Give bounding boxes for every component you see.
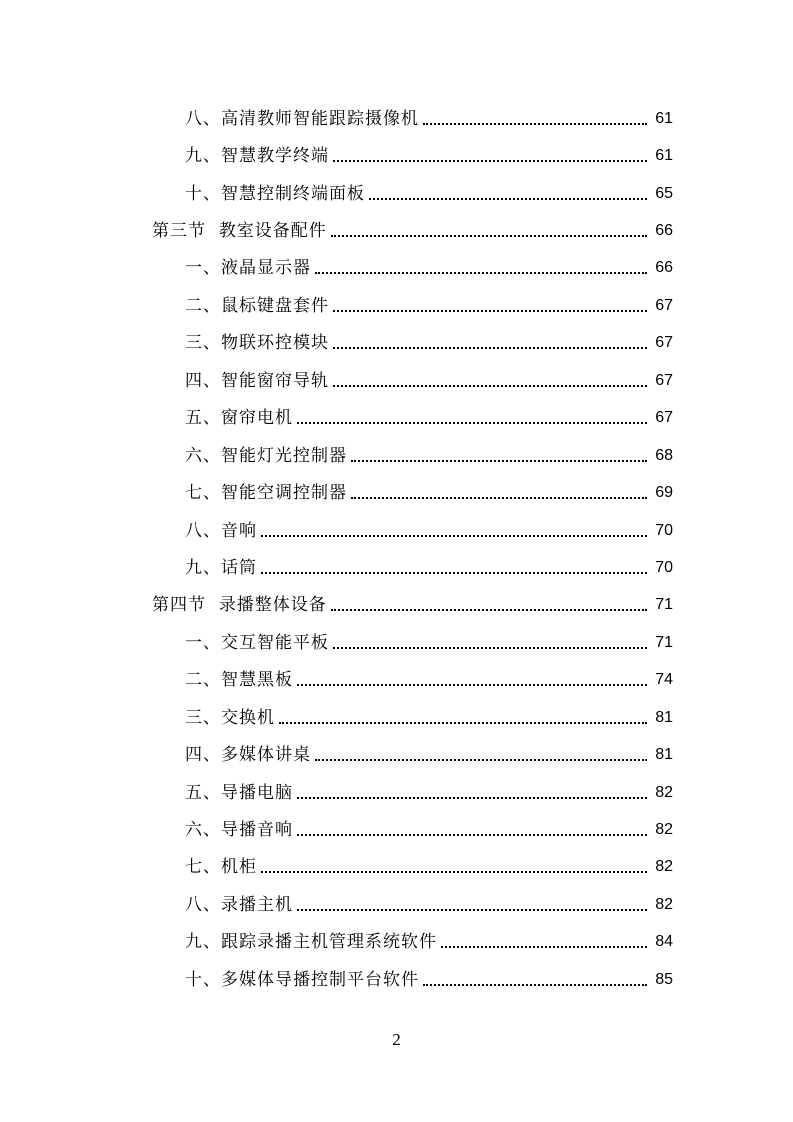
toc-entry-number: 一、 [185,632,221,653]
toc-entry-page: 61 [655,147,673,165]
toc-entry-title: 录播整体设备 [218,595,327,616]
toc-entry-page: 84 [655,933,673,951]
toc-entry[interactable] [0,287,793,324]
toc-entry-title: 交换机 [221,707,275,728]
toc-entry-title: 智慧黑板 [221,670,293,691]
toc-entry-number: 第四节 [152,595,219,616]
toc-entry-number: 第三节 [152,221,219,242]
dot-leader [423,109,647,129]
toc-entry-title: 智能空调控制器 [221,483,347,504]
toc-entry[interactable] [0,811,793,848]
toc-section-entry[interactable] [0,587,793,624]
toc-entry-title: 智慧控制终端面板 [221,183,365,204]
dot-leader [351,446,647,466]
toc-entry[interactable] [0,512,793,549]
toc-entry-title: 高清教师智能跟踪摄像机 [221,108,419,129]
toc-entry[interactable] [0,250,793,287]
toc-entry-page: 68 [655,446,673,464]
toc-entry-title: 智能灯光控制器 [221,445,347,466]
dot-leader [331,221,647,241]
toc-entry-number: 一、 [185,258,221,279]
toc-entry[interactable] [0,137,793,174]
toc-entry-title: 导播电脑 [221,782,293,803]
toc-entry[interactable] [0,549,793,586]
dot-leader [331,595,647,615]
dot-leader [423,970,647,990]
toc-entry[interactable] [0,886,793,923]
toc-entry-number: 三、 [185,707,221,728]
toc-entry-title: 智能窗帘导轨 [221,370,329,391]
dot-leader [351,483,647,503]
toc-entry-title: 教室设备配件 [218,221,327,242]
toc-entry-page: 67 [655,334,673,352]
dot-leader [297,783,647,803]
dot-leader [333,146,647,166]
toc-entry-page: 74 [655,671,673,689]
dot-leader [297,820,647,840]
toc-entry-page: 70 [655,521,673,539]
toc-entry-title: 多媒体讲桌 [221,745,311,766]
dot-leader [297,670,647,690]
dot-leader [261,521,647,541]
toc-entry-page: 82 [655,783,673,801]
toc-entry-number: 五、 [185,782,221,803]
toc-entry-page: 66 [655,222,673,240]
toc-entry-title: 液晶显示器 [221,258,311,279]
toc-entry-page: 71 [655,633,673,651]
page-number: 2 [392,1030,401,1049]
toc-entry-number: 二、 [185,670,221,691]
toc-entry-page: 70 [655,558,673,576]
toc-entry-title: 机柜 [221,857,257,878]
toc-entry-title: 音响 [221,520,257,541]
toc-entry-number: 八、 [185,894,221,915]
toc-entry-number: 四、 [185,745,221,766]
toc-entry-page: 81 [655,746,673,764]
toc-entry-title: 话筒 [221,557,257,578]
toc-entry-page: 71 [655,596,673,614]
toc-entry[interactable] [0,400,793,437]
toc-entry-title: 智慧教学终端 [221,146,329,167]
toc-entry-title: 导播音响 [221,820,293,841]
toc-entry[interactable] [0,699,793,736]
dot-leader [333,296,647,316]
toc-entry[interactable] [0,624,793,661]
dot-leader [261,558,647,578]
toc-entry-number: 六、 [185,445,221,466]
toc-entry[interactable] [0,474,793,511]
toc-entry-title: 鼠标键盘套件 [221,295,329,316]
toc-entry[interactable] [0,849,793,886]
toc-entry-page: 85 [655,970,673,988]
toc-entry-number: 九、 [185,932,221,953]
toc-section-entry[interactable] [0,212,793,249]
toc-entry-number: 九、 [185,146,221,167]
toc-entry-number: 三、 [185,333,221,354]
toc-entry-number: 十、 [185,183,221,204]
dot-leader [333,333,647,353]
table-of-contents [0,100,793,999]
toc-entry-page: 67 [655,409,673,427]
dot-leader [333,371,647,391]
toc-entry-page: 66 [655,259,673,277]
toc-entry-title: 多媒体导播控制平台软件 [221,969,419,990]
toc-entry[interactable] [0,662,793,699]
dot-leader [333,633,647,653]
dot-leader [369,184,647,204]
toc-entry-number: 八、 [185,108,221,129]
toc-entry[interactable] [0,362,793,399]
dot-leader [261,857,647,877]
toc-entry[interactable] [0,961,793,998]
dot-leader [297,408,647,428]
toc-entry-title: 物联环控模块 [221,333,329,354]
toc-entry-number: 七、 [185,857,221,878]
toc-entry[interactable] [0,774,793,811]
toc-entry-title: 录播主机 [221,894,293,915]
toc-entry-title: 跟踪录播主机管理系统软件 [221,932,437,953]
toc-entry-number: 七、 [185,483,221,504]
toc-entry[interactable] [0,325,793,362]
toc-entry-number: 六、 [185,820,221,841]
toc-entry-number: 八、 [185,520,221,541]
toc-entry-page: 82 [655,821,673,839]
dot-leader [441,932,647,952]
toc-entry-title: 交互智能平板 [221,632,329,653]
toc-entry-page: 81 [655,708,673,726]
dot-leader [315,745,647,765]
toc-entry[interactable] [0,437,793,474]
toc-entry-number: 五、 [185,408,221,429]
toc-entry-page: 69 [655,484,673,502]
toc-entry[interactable] [0,736,793,773]
toc-entry-title: 窗帘电机 [221,408,293,429]
toc-entry-page: 82 [655,895,673,913]
toc-entry-number: 九、 [185,557,221,578]
toc-entry-page: 67 [655,371,673,389]
toc-entry[interactable] [0,100,793,137]
dot-leader [315,258,647,278]
toc-entry-number: 四、 [185,370,221,391]
toc-entry[interactable] [0,175,793,212]
toc-entry-page: 67 [655,296,673,314]
toc-entry-page: 61 [655,109,673,127]
toc-entry-page: 82 [655,858,673,876]
toc-entry[interactable] [0,924,793,961]
toc-entry-number: 二、 [185,295,221,316]
dot-leader [279,708,647,728]
toc-entry-number: 十、 [185,969,221,990]
toc-entry-page: 65 [655,184,673,202]
dot-leader [297,895,647,915]
